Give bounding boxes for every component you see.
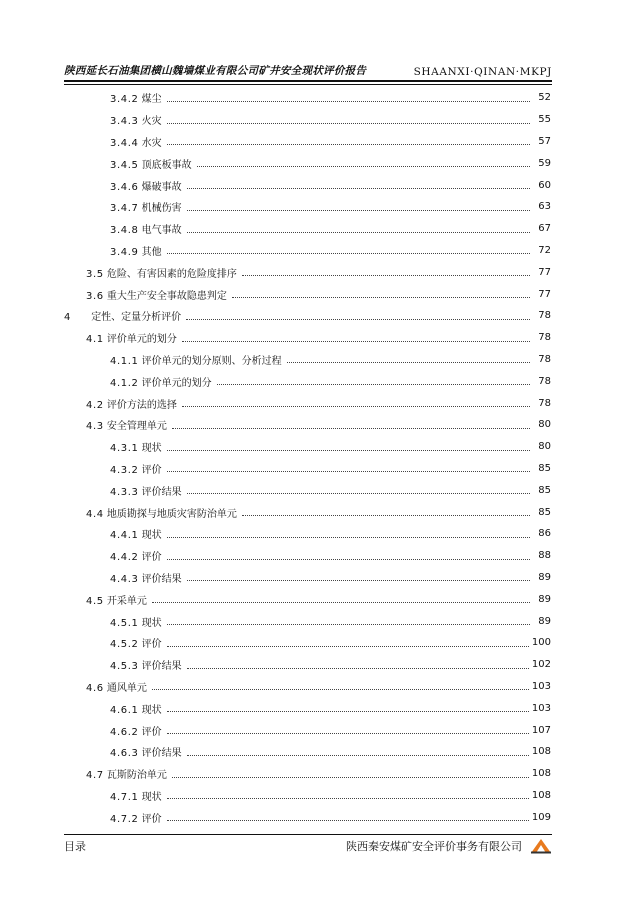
toc-entry[interactable] — [64, 697, 552, 719]
toc-entry[interactable] — [64, 152, 552, 174]
table-of-contents — [64, 87, 552, 828]
toc-entry-page: 107 — [531, 724, 551, 736]
toc-entry-title: 火灾 — [141, 116, 162, 128]
toc-entry[interactable] — [64, 87, 552, 109]
toc-dot-leader — [167, 122, 530, 124]
toc-entry-number: 4.1 — [86, 334, 104, 346]
toc-dot-leader — [167, 710, 529, 712]
toc-dot-leader — [167, 797, 529, 799]
toc-entry-title: 现状 — [141, 617, 162, 629]
toc-entry-page: 85 — [538, 462, 551, 474]
toc-entry-page: 78 — [538, 397, 551, 409]
toc-entry-title: 现状 — [141, 530, 162, 542]
toc-entry-number: 4.6.1 — [110, 704, 139, 716]
toc-dot-leader — [152, 688, 529, 690]
toc-entry[interactable] — [64, 240, 552, 262]
toc-entry[interactable] — [64, 654, 552, 676]
toc-entry-page: 108 — [531, 789, 551, 801]
toc-entry-title: 开采单元 — [106, 595, 147, 607]
toc-entry-label — [110, 439, 164, 454]
toc-dot-leader — [167, 100, 530, 102]
toc-dot-leader — [167, 536, 530, 538]
toc-entry-label — [110, 243, 164, 258]
toc-entry-number: 4.5.3 — [110, 661, 139, 673]
toc-entry[interactable] — [64, 131, 552, 153]
toc-entry-label — [110, 744, 184, 759]
toc-entry-number: 3.4.9 — [110, 246, 139, 258]
toc-entry-number: 4.3 — [86, 421, 104, 433]
toc-entry-title: 地质勘探与地质灾害防治单元 — [106, 508, 237, 520]
toc-dot-leader — [172, 776, 529, 778]
toc-entry[interactable] — [64, 632, 552, 654]
toc-dot-leader — [187, 187, 530, 189]
toc-entry-title: 评价结果 — [141, 748, 182, 760]
toc-entry-label — [86, 505, 239, 520]
toc-entry[interactable] — [64, 719, 552, 741]
toc-entry-page: 103 — [531, 702, 551, 714]
toc-entry-page: 85 — [538, 484, 551, 496]
toc-entry-page: 102 — [531, 659, 551, 671]
toc-entry-title: 机械伤害 — [141, 203, 182, 215]
toc-entry[interactable] — [64, 806, 552, 828]
toc-entry-label — [86, 396, 179, 411]
toc-entry-title: 顶底板事故 — [141, 159, 192, 171]
toc-entry-number: 4.2 — [86, 399, 104, 411]
toc-entry-number: 3.4.5 — [110, 159, 139, 171]
toc-entry-title: 煤尘 — [141, 94, 162, 106]
toc-entry-label — [110, 614, 164, 629]
toc-entry-number: 4.4.1 — [110, 530, 139, 542]
toc-entry-label — [110, 723, 164, 738]
toc-entry-title: 评价 — [141, 464, 162, 476]
report-title: 陕西延长石油集团横山魏墙煤业有限公司矿井安全现状评价报告 — [64, 65, 367, 77]
toc-entry-page: 89 — [538, 593, 551, 605]
toc-entry-page: 67 — [538, 223, 551, 235]
toc-dot-leader — [187, 754, 529, 756]
toc-entry-title: 危险、有害因素的危险度排序 — [106, 268, 237, 280]
toc-entry-page: 78 — [538, 375, 551, 387]
toc-entry-label — [110, 526, 164, 541]
toc-entry-title: 定性、定量分析评价 — [91, 312, 182, 324]
toc-entry-title: 其他 — [141, 246, 162, 258]
toc-entry-title: 电气事故 — [141, 225, 182, 237]
footer-section-label: 目录 — [64, 840, 86, 853]
toc-entry-number: 3.6 — [86, 290, 104, 302]
toc-dot-leader — [187, 231, 530, 233]
toc-entry-page: 85 — [538, 506, 551, 518]
footer-company-name: 陕西秦安煤矿安全评价事务有限公司 — [346, 840, 522, 853]
toc-entry[interactable] — [64, 218, 552, 240]
toc-entry-label — [86, 679, 149, 694]
toc-entry[interactable] — [64, 588, 552, 610]
company-logo-icon — [530, 838, 552, 854]
toc-entry[interactable] — [64, 523, 552, 545]
toc-entry-number: 4.6.2 — [110, 726, 139, 738]
toc-entry-page: 52 — [538, 92, 551, 104]
toc-entry-page: 77 — [538, 266, 551, 278]
toc-entry[interactable] — [64, 458, 552, 480]
toc-entry-page: 89 — [538, 615, 551, 627]
toc-entry[interactable] — [64, 567, 552, 589]
toc-entry[interactable] — [64, 414, 552, 436]
toc-entry-title: 评价单元的划分 — [141, 377, 212, 389]
toc-entry-number: 4 — [64, 312, 71, 324]
toc-entry-title: 水灾 — [141, 137, 162, 149]
toc-dot-leader — [287, 361, 530, 363]
toc-entry-title: 瓦斯防治单元 — [106, 770, 167, 782]
toc-dot-leader — [182, 405, 530, 407]
toc-entry-title: 通风单元 — [106, 682, 147, 694]
toc-entry-number: 4.1.2 — [110, 377, 139, 389]
report-code: SHAANXI·QINAN·MKPJ — [413, 66, 552, 78]
toc-dot-leader — [187, 579, 530, 581]
toc-entry-page: 78 — [538, 332, 551, 344]
toc-dot-leader — [167, 819, 529, 821]
page-header — [64, 58, 552, 82]
toc-entry[interactable] — [64, 392, 552, 414]
footer-right-group — [346, 838, 552, 854]
toc-entry-label — [110, 461, 164, 476]
toc-entry-number: 4.4.2 — [110, 552, 139, 564]
toc-entry-number: 4.4.3 — [110, 573, 139, 585]
toc-dot-leader — [167, 645, 529, 647]
toc-entry-label — [110, 810, 164, 825]
toc-entry-number: 4.6.3 — [110, 748, 139, 760]
toc-entry-title: 评价 — [141, 813, 162, 825]
toc-entry[interactable] — [64, 349, 552, 371]
toc-entry-label — [110, 483, 184, 498]
header-divider — [64, 84, 552, 85]
toc-entry-number: 3.5 — [86, 268, 104, 280]
toc-dot-leader — [167, 558, 530, 560]
toc-entry-title: 评价方法的选择 — [106, 399, 177, 411]
toc-entry[interactable] — [64, 545, 552, 567]
toc-entry-page: 60 — [538, 179, 551, 191]
toc-dot-leader — [172, 427, 530, 429]
toc-entry-page: 78 — [538, 353, 551, 365]
toc-entry-title: 现状 — [141, 704, 162, 716]
toc-entry-title: 爆破事故 — [141, 181, 182, 193]
toc-dot-leader — [242, 514, 530, 516]
toc-entry-label — [86, 592, 149, 607]
toc-dot-leader — [167, 143, 530, 145]
toc-dot-leader — [167, 470, 530, 472]
toc-entry-number: 3.4.2 — [110, 94, 139, 106]
toc-entry[interactable] — [64, 283, 552, 305]
toc-dot-leader — [167, 252, 530, 254]
toc-entry-number: 4.7.2 — [110, 813, 139, 825]
toc-entry-page: 55 — [538, 114, 551, 126]
toc-entry[interactable] — [64, 763, 552, 785]
toc-entry-number: 4.7 — [86, 770, 104, 782]
toc-entry[interactable] — [64, 261, 552, 283]
toc-dot-leader — [187, 492, 530, 494]
toc-entry-label — [110, 221, 184, 236]
toc-entry-title: 安全管理单元 — [106, 421, 167, 433]
toc-entry[interactable] — [64, 196, 552, 218]
toc-entry-number: 4.6 — [86, 682, 104, 694]
toc-dot-leader — [167, 449, 530, 451]
toc-entry[interactable] — [64, 741, 552, 763]
toc-entry-page: 89 — [538, 571, 551, 583]
toc-entry-label — [110, 134, 164, 149]
toc-dot-leader — [217, 383, 530, 385]
toc-entry-label — [110, 635, 164, 650]
toc-entry-label — [110, 352, 284, 367]
toc-entry-page: 78 — [538, 310, 551, 322]
toc-entry-label — [86, 766, 169, 781]
toc-entry[interactable] — [64, 109, 552, 131]
toc-entry-number: 4.5.2 — [110, 639, 139, 651]
toc-dot-leader — [186, 318, 530, 320]
toc-entry-label — [110, 156, 194, 171]
toc-entry-number: 4.7.1 — [110, 791, 139, 803]
toc-dot-leader — [197, 165, 530, 167]
toc-entry-number: 4.5 — [86, 595, 104, 607]
toc-entry-number: 4.3.2 — [110, 464, 139, 476]
toc-entry-page: 103 — [531, 680, 551, 692]
toc-entry-label — [64, 308, 183, 323]
toc-entry-label — [86, 265, 239, 280]
toc-entry[interactable] — [64, 479, 552, 501]
toc-dot-leader — [242, 274, 530, 276]
toc-entry-label — [110, 657, 184, 672]
toc-dot-leader — [182, 340, 530, 342]
toc-entry-title: 评价 — [141, 726, 162, 738]
toc-entry-number: 4.5.1 — [110, 617, 139, 629]
toc-entry-title: 现状 — [141, 791, 162, 803]
toc-entry-title: 评价单元的划分原则、分析过程 — [141, 355, 282, 367]
toc-entry-page: 80 — [538, 441, 551, 453]
toc-entry-label — [86, 287, 229, 302]
toc-entry-title: 评价结果 — [141, 486, 182, 498]
toc-entry-number: 4.3.3 — [110, 486, 139, 498]
toc-entry-number: 3.4.8 — [110, 225, 139, 237]
toc-entry-label — [86, 330, 179, 345]
toc-entry-page: 108 — [531, 746, 551, 758]
toc-entry[interactable] — [64, 305, 552, 327]
page-footer — [64, 834, 552, 857]
toc-entry-page: 88 — [538, 550, 551, 562]
toc-entry-number: 3.4.3 — [110, 116, 139, 128]
toc-entry-label — [110, 374, 214, 389]
toc-entry[interactable] — [64, 327, 552, 349]
toc-dot-leader — [187, 209, 530, 211]
toc-entry-page: 86 — [538, 528, 551, 540]
toc-entry[interactable] — [64, 501, 552, 523]
toc-entry-title: 评价单元的划分 — [106, 334, 177, 346]
toc-entry-page: 109 — [531, 811, 551, 823]
toc-entry-page: 80 — [538, 419, 551, 431]
toc-entry-label — [110, 112, 164, 127]
toc-dot-leader — [167, 732, 529, 734]
toc-entry-label — [86, 417, 169, 432]
toc-dot-leader — [187, 667, 529, 669]
toc-entry-label — [110, 548, 164, 563]
toc-entry-label — [110, 90, 164, 105]
toc-dot-leader — [167, 623, 530, 625]
toc-entry-number: 3.4.4 — [110, 137, 139, 149]
toc-entry-page: 57 — [538, 135, 551, 147]
toc-entry-title: 重大生产安全事故隐患判定 — [106, 290, 227, 302]
toc-entry[interactable] — [64, 370, 552, 392]
toc-entry[interactable] — [64, 610, 552, 632]
toc-entry-page: 59 — [538, 157, 551, 169]
toc-entry-title: 现状 — [141, 443, 162, 455]
toc-entry-label — [110, 199, 184, 214]
toc-entry-number: 4.4 — [86, 508, 104, 520]
toc-entry-label — [110, 570, 184, 585]
toc-entry-label — [110, 788, 164, 803]
toc-entry-label — [110, 178, 184, 193]
toc-entry-title: 评价 — [141, 552, 162, 564]
toc-entry-number: 3.4.6 — [110, 181, 139, 193]
toc-entry[interactable] — [64, 174, 552, 196]
toc-entry[interactable] — [64, 676, 552, 698]
toc-entry-label — [110, 701, 164, 716]
toc-entry-number: 3.4.7 — [110, 203, 139, 215]
toc-dot-leader — [232, 296, 530, 298]
toc-entry-page: 72 — [538, 244, 551, 256]
toc-dot-leader — [152, 601, 530, 603]
toc-entry-number: 4.1.1 — [110, 355, 139, 367]
toc-entry-title: 评价结果 — [141, 661, 182, 673]
toc-entry-number: 4.3.1 — [110, 443, 139, 455]
toc-entry-page: 77 — [538, 288, 551, 300]
toc-entry[interactable] — [64, 785, 552, 807]
toc-entry-page: 100 — [531, 637, 551, 649]
toc-entry-title: 评价结果 — [141, 573, 182, 585]
toc-entry[interactable] — [64, 436, 552, 458]
toc-entry-page: 63 — [538, 201, 551, 213]
toc-entry-title: 评价 — [141, 639, 162, 651]
toc-entry-page: 108 — [531, 768, 551, 780]
